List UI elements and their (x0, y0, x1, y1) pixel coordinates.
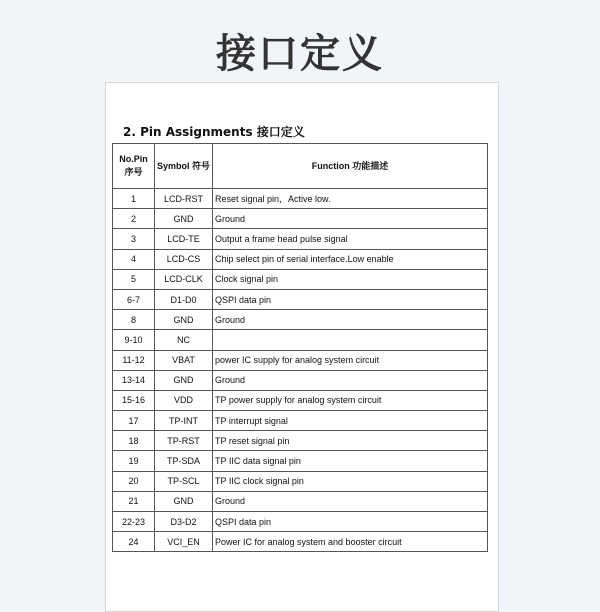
table-row (113, 431, 488, 451)
function-cell: Output a frame head pulse signal (213, 229, 488, 249)
symbol-cell: GND (155, 310, 213, 330)
symbol-cell: GND (155, 209, 213, 229)
function-cell: QSPI data pin (213, 289, 488, 309)
symbol-cell: NC (155, 330, 213, 350)
function-cell: TP interrupt signal (213, 411, 488, 431)
symbol-cell: LCD-TE (155, 229, 213, 249)
pin-number-cell: 17 (113, 411, 155, 431)
header-symbol: Symbol 符号 (155, 144, 213, 189)
function-cell: QSPI data pin (213, 512, 488, 532)
table-body (113, 189, 488, 552)
table-row (113, 289, 488, 309)
pin-number-cell: 1 (113, 189, 155, 209)
function-cell: TP IIC data signal pin (213, 451, 488, 471)
pin-number-cell: 15-16 (113, 390, 155, 410)
function-cell: Ground (213, 209, 488, 229)
symbol-cell: TP-RST (155, 431, 213, 451)
table-row (113, 512, 488, 532)
table-row (113, 229, 488, 249)
header-function: Function 功能描述 (213, 144, 488, 189)
symbol-cell: VDD (155, 390, 213, 410)
symbol-cell: TP-INT (155, 411, 213, 431)
symbol-cell: VBAT (155, 350, 213, 370)
table-row (113, 532, 488, 552)
function-cell: Ground (213, 310, 488, 330)
symbol-cell: LCD-CLK (155, 269, 213, 289)
function-cell: TP power supply for analog system circuit (213, 390, 488, 410)
function-cell: power IC supply for analog system circuit (213, 350, 488, 370)
table-row (113, 370, 488, 390)
symbol-cell: VCI_EN (155, 532, 213, 552)
function-cell: TP IIC clock signal pin (213, 471, 488, 491)
table-row (113, 390, 488, 410)
pin-number-cell: 6-7 (113, 289, 155, 309)
page-title: 接口定义 (216, 31, 384, 77)
section-title: 2. Pin Assignments 接口定义 (123, 125, 305, 139)
function-cell: Chip select pin of serial interface.Low enable (213, 249, 488, 269)
pin-number-cell: 5 (113, 269, 155, 289)
pin-number-cell: 22-23 (113, 512, 155, 532)
table-row (113, 209, 488, 229)
table-row (113, 451, 488, 471)
function-cell: Clock signal pin (213, 269, 488, 289)
function-cell: Ground (213, 370, 488, 390)
table-row (113, 249, 488, 269)
symbol-cell: D3-D2 (155, 512, 213, 532)
pin-number-cell: 24 (113, 532, 155, 552)
function-cell: TP reset signal pin (213, 431, 488, 451)
table-row (113, 471, 488, 491)
symbol-cell: LCD-RST (155, 189, 213, 209)
table-row (113, 310, 488, 330)
pin-number-cell: 18 (113, 431, 155, 451)
pin-number-cell: 9-10 (113, 330, 155, 350)
table-row (113, 269, 488, 289)
symbol-cell: TP-SDA (155, 451, 213, 471)
table-row (113, 350, 488, 370)
symbol-cell: GND (155, 491, 213, 511)
pin-number-cell: 8 (113, 310, 155, 330)
pin-number-cell: 13-14 (113, 370, 155, 390)
header-pin-number-cn: 序号 (124, 167, 143, 177)
function-cell: Power IC for analog system and booster circuit (213, 532, 488, 552)
pin-number-cell: 19 (113, 451, 155, 471)
symbol-cell: GND (155, 370, 213, 390)
function-cell: Reset signal pin，Active low. (213, 189, 488, 209)
table-row (113, 491, 488, 511)
function-cell (213, 330, 488, 350)
table-row (113, 411, 488, 431)
table-row (113, 330, 488, 350)
pin-number-cell: 2 (113, 209, 155, 229)
pin-number-cell: 3 (113, 229, 155, 249)
header-pin-number (113, 144, 155, 189)
pin-number-cell: 20 (113, 471, 155, 491)
function-cell: Ground (213, 491, 488, 511)
symbol-cell: D1-D0 (155, 289, 213, 309)
symbol-cell: TP-SCL (155, 471, 213, 491)
pin-number-cell: 21 (113, 491, 155, 511)
table-row (113, 189, 488, 209)
pin-number-cell: 11-12 (113, 350, 155, 370)
pin-assignment-table (112, 143, 488, 552)
symbol-cell: LCD-CS (155, 249, 213, 269)
pin-number-cell: 4 (113, 249, 155, 269)
table-header-row (113, 144, 488, 189)
header-pin-number-en: No.Pin (119, 154, 148, 164)
